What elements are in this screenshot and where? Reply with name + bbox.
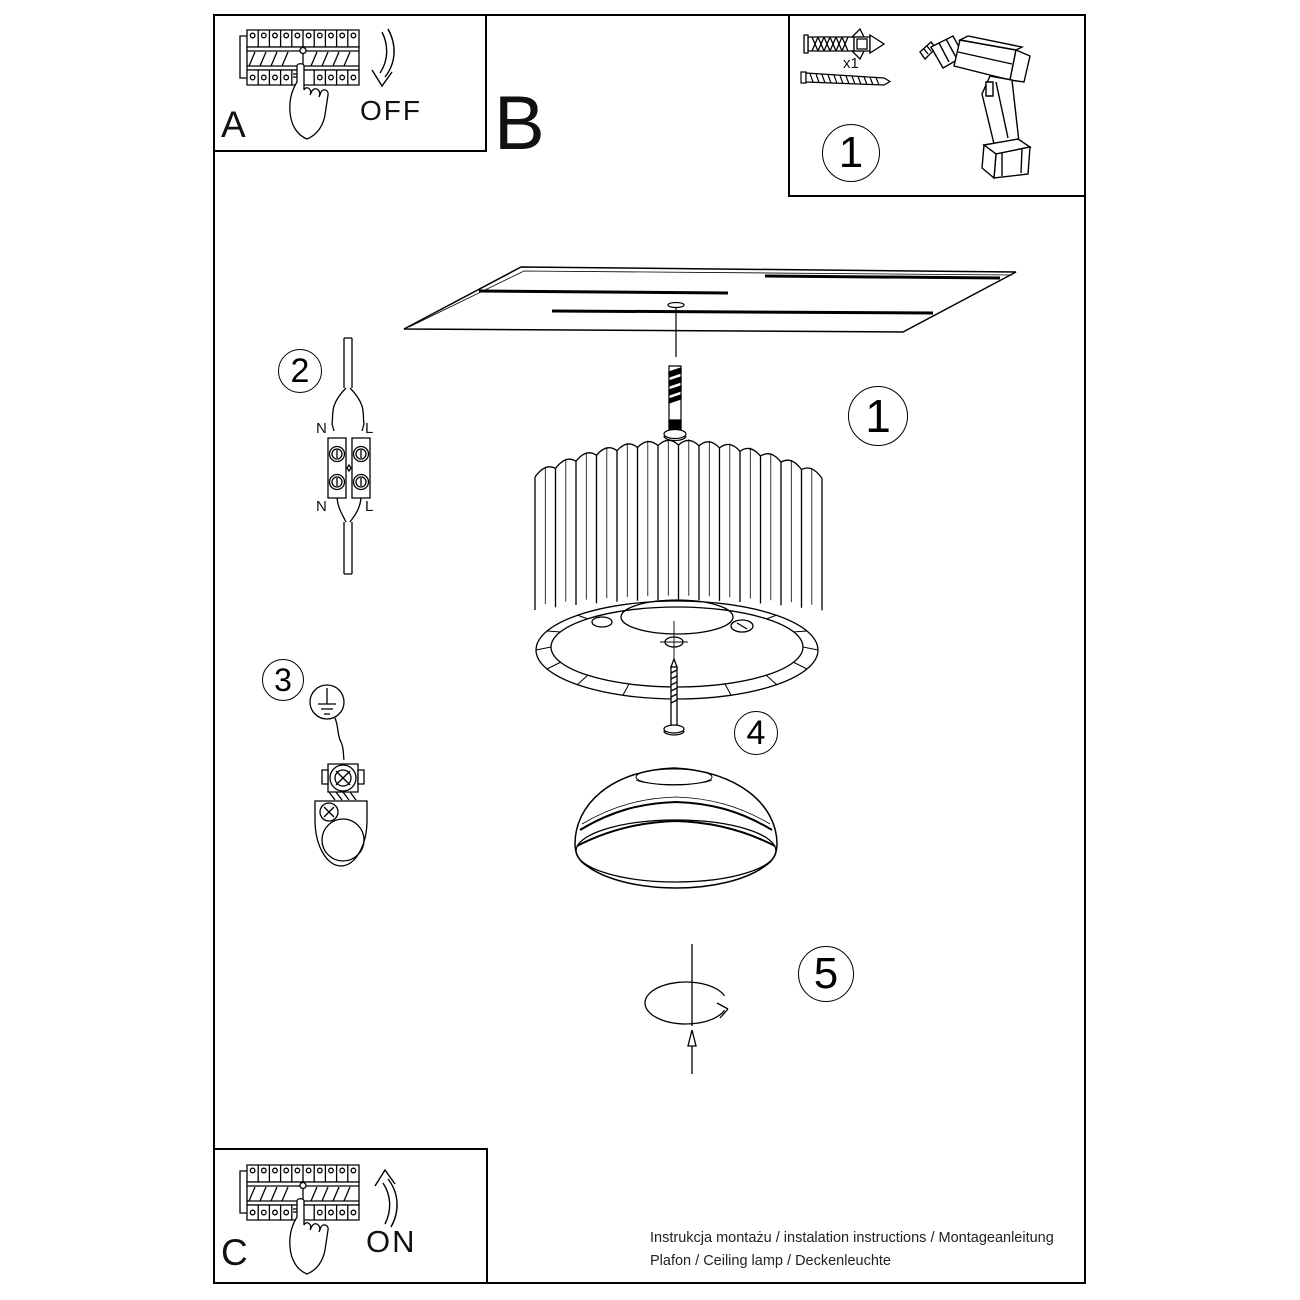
wire-label-l-bottom: L: [365, 498, 374, 515]
mounting-screw-icon: [662, 362, 692, 446]
ceiling-panel-illustration: [393, 253, 1028, 368]
lamp-shade-illustration: [525, 435, 835, 745]
rotation-arrow-icon: [642, 938, 742, 1080]
fixing-screw-icon: [664, 659, 684, 735]
step-wiring-circle: [278, 349, 322, 393]
off-label: OFF: [360, 95, 422, 126]
panel-c-label: C: [221, 1232, 248, 1273]
step-ground-number: 3: [274, 662, 292, 698]
footer-line2: Plafon / Ceiling lamp / Deckenleuchte: [650, 1253, 891, 1269]
step-diffuser-circle: [798, 946, 854, 1002]
ground-wire-illustration: [303, 680, 388, 875]
step-mount-number: 1: [865, 390, 891, 442]
step-wiring-number: 2: [290, 352, 310, 390]
anchor-quantity-label: x1: [843, 55, 859, 72]
wire-label-n-bottom: N: [316, 498, 327, 515]
breaker-panel-off-illustration: [233, 22, 373, 144]
footer-line1: Instrukcja montażu / instalation instructions / Montageanleitung: [650, 1230, 1054, 1246]
step-ground-circle: [262, 659, 304, 701]
diffuser-illustration: [568, 758, 788, 894]
step-diffuser-number: 5: [813, 949, 839, 998]
arrow-on-icon: [360, 1162, 404, 1230]
panel-b-label: B: [494, 81, 545, 166]
arrow-off-icon: [357, 26, 401, 94]
breaker-panel-on-illustration: [233, 1157, 373, 1279]
parts-step-number: 1: [838, 128, 864, 177]
panel-a-label: A: [221, 104, 246, 145]
drill-icon: [912, 30, 1057, 180]
on-label: ON: [366, 1224, 417, 1259]
wire-label-n-top: N: [316, 420, 327, 437]
wire-label-l-top: L: [365, 420, 374, 437]
parts-step-circle: [822, 124, 880, 182]
step-mount-circle: [848, 386, 908, 446]
step-fix-shade-number: 4: [746, 714, 766, 752]
step-fix-shade-circle: [734, 711, 778, 755]
